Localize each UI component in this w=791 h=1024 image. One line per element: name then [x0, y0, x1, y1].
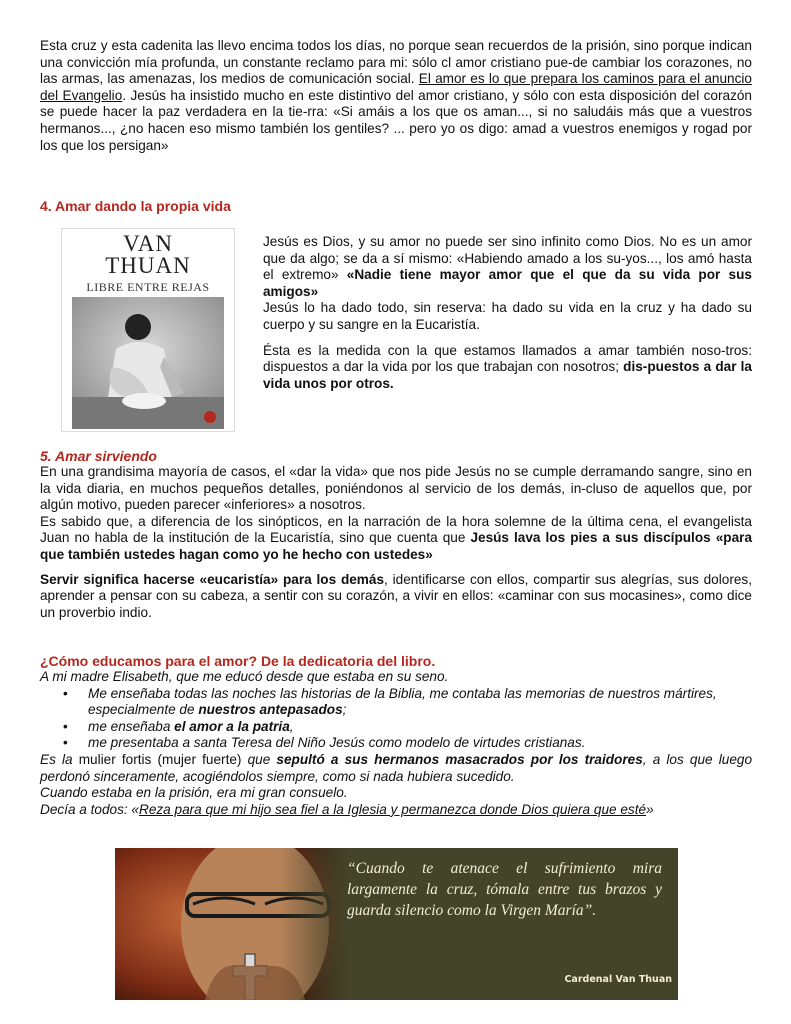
bullet2-text: me enseñaba — [88, 718, 175, 734]
section4-heading: 4. Amar dando la propia vida — [40, 198, 231, 214]
bullet3-text: me presentaba a santa Teresa del Niño Jesús como modelo de virtudes cristianas. — [88, 735, 586, 751]
section5-paragraph3 — [40, 572, 752, 622]
book-title-line2: THUAN — [105, 253, 191, 278]
dedication-l2-c: que — [241, 751, 277, 767]
section5-p2-bold: Jesús lava los pies a sus discípulos «para que también ustedes hagan como yo he hecho con ustedes» — [40, 530, 753, 562]
dedication-l4-c: » — [646, 801, 654, 817]
intro-text-a: Esta cruz y esta cadenita las llevo encima todos los días, no porque sean recuerdos de la prisión, sino porque indican una convicción mía profunda, un constante reclamo para mi: sólo cl amor cristiano pue-de cambiar los corazones, no las armas, las amenazas, los medios de comunicación social. — [40, 38, 752, 87]
dedication-list — [40, 686, 752, 752]
list-item — [88, 719, 752, 736]
intro-text-b: . Jesús ha insistido mucho en este distintivo del amor cristiano, y sólo con esta disposición del corazón se puede hacer la paz verdadera en la tie-rra: «Si amáis a los que os aman..., si no saludáis más que a vuestros hermanos..., ¿no hacen eso mismo también los gentiles? ... pero yo os digo: amad a vuestros enemigos y rogad por los que los persigan» — [40, 87, 752, 153]
banner-signature: Cardenal Van Thuan — [564, 974, 672, 985]
dedication-line1: A mi madre Elisabeth, que me educó desde que estaba en su seno. — [40, 669, 449, 684]
book-cover-photo — [72, 297, 224, 429]
bullet2-bold: el amor a la patria — [174, 718, 290, 734]
section4-paragraph1 — [263, 234, 752, 300]
dedication-l4-a: Decía a todos: « — [40, 801, 139, 817]
section4-paragraph2 — [263, 343, 752, 393]
banner-quote-text: “Cuando te atenace el sufrimiento mira largamente la cruz, tómala entre tus brazos y guarda silencio como la Virgen María”. — [347, 860, 662, 919]
intro-underlined-text: El amor es lo que prepara los caminos para el anuncio del Evangelio — [40, 71, 752, 103]
dedication-line2 — [40, 752, 752, 785]
quote-banner — [115, 848, 678, 1000]
dedication-line3: Cuando estaba en la prisión, era mi gran consuelo. — [40, 785, 348, 801]
section4-paragraph1b: Jesús lo ha dado todo, sin reserva: ha dado su vida en la cruz y ha dado su cuerpo y su sangre en la Eucaristía. — [263, 300, 752, 332]
section5-p2-text: Es sabido que, a diferencia de los sinópticos, en la narración de la hora solemne de la última cena, el evangelista Juan no habla de la institución de la Eucaristía, sino que cuenta que — [40, 513, 752, 546]
section5-heading: 5. Amar sirviendo — [40, 448, 157, 464]
section5-text — [40, 464, 752, 621]
dedication-l2-bold: sepultó a sus hermanos masacrados por los traidores — [276, 751, 643, 767]
bullet1-text: Me enseñaba todas las noches las historias de la Biblia, me contaba las memorias de nuestros mártires, especialmente de — [88, 685, 717, 718]
list-item — [88, 735, 752, 752]
bullet1-end: ; — [342, 702, 347, 718]
book-title-line1: VAN — [123, 231, 173, 256]
book-cover-image — [61, 228, 235, 432]
section5-paragraph2 — [40, 514, 752, 564]
section4-p1-text: Jesús es Dios, y su amor no puede ser sino infinito como Dios. No es un amor que da algo; se da a sí mismo: «Habiendo amado a los su-yos..., los amó hasta el extremo» — [263, 234, 752, 283]
dedication-l2-latin: mulier fortis (mujer fuerte) — [78, 751, 242, 767]
section4-text — [263, 234, 752, 392]
bullet2-end: , — [289, 718, 294, 734]
list-item — [88, 686, 752, 719]
cardinal-portrait-image — [115, 848, 350, 1000]
book-subtitle: LIBRE ENTRE REJAS — [86, 280, 210, 294]
section5-p3-text: , identificarse con ellos, compartir sus alegrías, sus dolores, aprender a pensar con su cabeza, a sentir con su corazón, a vivir en ellos: «caminar con sus mocasines», como dice un proverbio indio. — [40, 571, 752, 620]
dedication-line4 — [40, 802, 752, 819]
section6-heading: ¿Cómo educamos para el amor? De la dedicatoria del libro. — [40, 653, 436, 669]
dedication-l2-e: , a los que luego perdonó sinceramente, acogiéndolos siempre, como si nada hubiera sucedido. — [40, 751, 753, 784]
section4-p2-bold: dis-puestos a dar la vida unos por otros. — [263, 359, 752, 391]
section4-p2-text: Ésta es la medida con la que estamos llamados a amar también noso-tros: dispuestos a dar la vida por los que trabajan con nosotros; — [263, 342, 752, 375]
dedication-l2-a: Es la — [40, 751, 79, 767]
dedication-text — [40, 669, 752, 818]
section5-p3-bold: Servir significa hacerse «eucaristía» para los demás — [40, 571, 385, 587]
intro-paragraph — [40, 38, 752, 154]
section5-paragraph1: En una grandisima mayoría de casos, el «dar la vida» que nos pide Jesús no se cumple derramando sangre, sino en la vida diaria, en muchos pequeños detalles, poniéndonos al servicio de los demás, in-cluso de aquellos que, por algún motivo, pueden parecer «inferiores» a nosotros. — [40, 464, 752, 513]
section4-p1-bold: «Nadie tiene mayor amor que el que da su vida por sus amigos» — [263, 267, 752, 299]
dedication-l4-underlined: Reza para que mi hijo sea fiel a la Iglesia y permanezca donde Dios quiera que esté — [139, 801, 647, 817]
bullet1-bold: nuestros antepasados — [198, 702, 343, 718]
